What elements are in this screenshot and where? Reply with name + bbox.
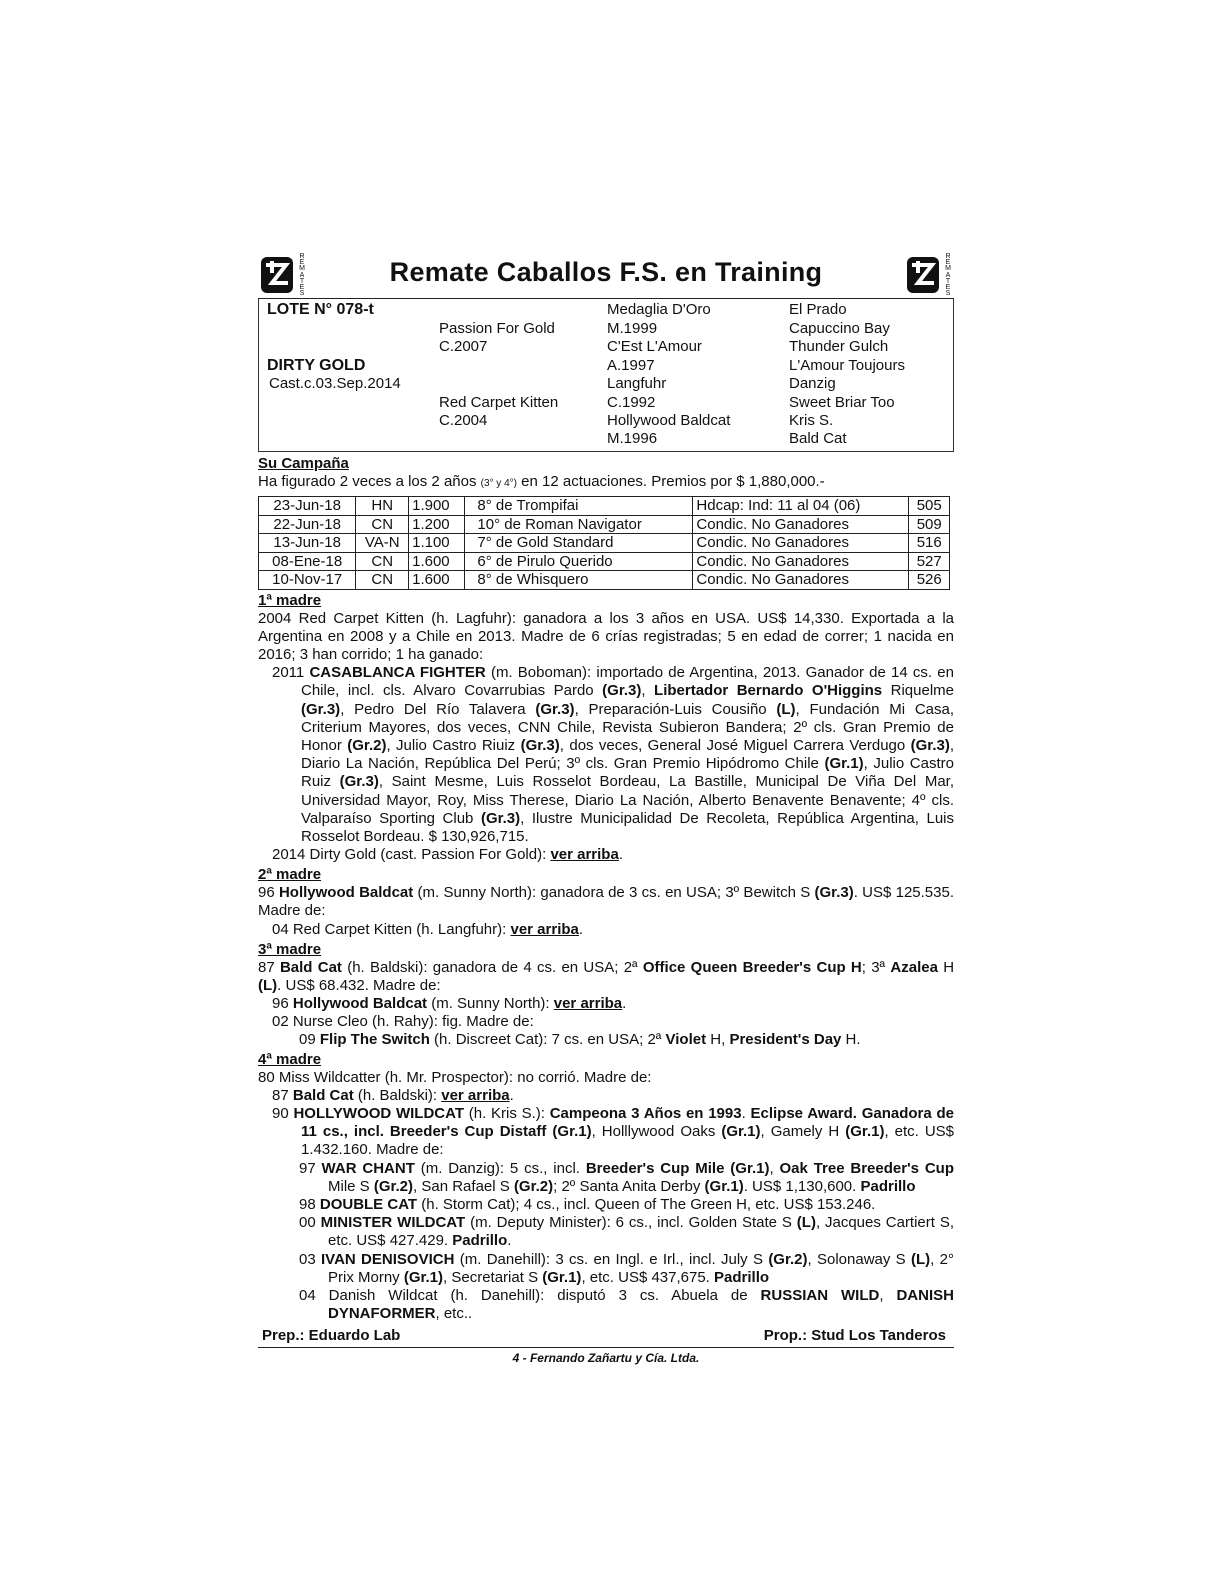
race-num: 516 — [909, 534, 950, 553]
page-title: Remate Caballos F.S. en Training — [389, 257, 823, 287]
race-race: Condic. No Ganadores — [693, 571, 909, 590]
race-dist: 1.900 — [409, 497, 465, 516]
race-row — [259, 534, 950, 553]
madre4-heading: 4ª madre — [258, 1050, 322, 1068]
sire-name: Passion For Gold — [439, 320, 555, 337]
race-date: 13-Jun-18 — [259, 534, 356, 553]
campana-summary: Ha figurado 2 veces a los 2 años (3° y 4°) en 12 actuaciones. Premios por $ 1,880,000.- — [258, 473, 825, 490]
dam-name: Red Carpet Kitten — [439, 394, 559, 411]
race-place: 8° de Trompifai — [465, 497, 693, 516]
race-race: Hdcap: Ind: 11 al 04 (06) — [693, 497, 909, 516]
race-place: 6° de Pirulo Querido — [465, 552, 693, 571]
race-dist: 1.600 — [409, 552, 465, 571]
madre1-offspring-casablanca: 2011 CASABLANCA FIGHTER (m. Boboman): importado de Argentina, 2013. Ganador de 14 cs. en Chile, incl. cls. Alvaro Covarrubias Pardo (Gr.3), Libertador Bernardo O'Higgins Riquelme (Gr.3), Pedro Del Río Talavera (Gr.3), Preparación-Luis Cousiño (L), Fundación Mi Casa, Criterium Mayores, dos veces, CNN Chile, Revista Subieron Bandera; 2º cls. Gran Premio de Honor (Gr.2), Julio Castro Riuiz (Gr.3), dos veces, General José Miguel Carrera Verdugo (Gr.3), Diario La Nación, República Del Perú; 3º cls. Gran Premio Hipódromo Chile (Gr.1), Julio Castro Ruiz (Gr.3), Saint Mesme, Luis Rosselot Bordeau, La Bastille, Municipal De Viña Del Mar, Universidad Mayor, Roy, Miss Therese, Diario La Nación, Alberto Benavente Benavente; 4º cls. Valparaíso Sporting Club (Gr.3), Ilustre Municipalidad De Recoleta, República Argentina, Luis Rosselot Bordeau. $ 130,926,715. — [272, 664, 955, 845]
ver-arriba-link[interactable]: ver arriba — [553, 994, 623, 1012]
race-dist: 1.600 — [409, 571, 465, 590]
race-place: 7° de Gold Standard — [465, 534, 693, 553]
race-track: CN — [356, 515, 409, 534]
race-date: 08-Ene-18 — [259, 552, 356, 571]
horse-name: DIRTY GOLD — [267, 357, 366, 374]
race-place: 8° de Whisquero — [465, 571, 693, 590]
race-date: 10-Nov-17 — [259, 571, 356, 590]
ancestor-6: Sweet Briar Too — [789, 394, 895, 411]
ver-arriba-link[interactable]: ver arriba — [550, 846, 619, 864]
dam-info: C.2004 — [439, 412, 488, 429]
race-track: CN — [356, 571, 409, 590]
race-row — [259, 515, 950, 534]
race-race: Condic. No Ganadores — [693, 534, 909, 553]
madre2-intro: 96 Hollywood Baldcat (m. Sunny North): ganadora de 3 cs. en USA; 3º Bewitch S (Gr.3). US$ 125.535. Madre de: — [258, 884, 954, 920]
grand-offspring-danish-wildcat: 04 Danish Wildcat (h. Danehill): disputó 3 cs. Abuela de RUSSIAN WILD, DANISH DYNAFORMER, etc.. — [299, 1286, 954, 1323]
race-dist: 1.200 — [409, 515, 465, 534]
race-num: 509 — [909, 515, 950, 534]
proprietor: Prop.: Stud Los Tanderos — [763, 1327, 946, 1345]
madre2-heading: 2ª madre — [258, 866, 322, 884]
madre3-heading: 3ª madre — [258, 940, 322, 958]
race-num: 527 — [909, 552, 950, 571]
granddam-2: Hollywood Baldcat — [607, 412, 731, 429]
ancestor-4: L'Amour Toujours — [789, 357, 905, 374]
ancestor-2: Capuccino Bay — [789, 320, 890, 337]
remates-logo-left — [260, 254, 308, 296]
race-place: 10° de Roman Navigator — [465, 515, 693, 534]
grandsire-2: Langfuhr — [607, 375, 667, 392]
madre3-intro: 87 Bald Cat (h. Baldski): ganadora de 4 cs. en USA; 2ª Office Queen Breeder's Cup H; 3ª Azalea H (L). US$ 68.432. Madre de: — [258, 958, 955, 994]
madre4-intro: 80 Miss Wildcatter (h. Mr. Prospector): no corrió. Madre de: — [258, 1068, 652, 1086]
granddam-2-info: M.1996 — [607, 430, 658, 447]
madre2-offspring: 04 Red Carpet Kitten (h. Langfuhr): ver arriba. — [272, 920, 584, 938]
granddam-1: C'Est L'Amour — [607, 338, 702, 355]
ancestor-8: Bald Cat — [789, 430, 847, 447]
pedigree-box — [258, 299, 954, 452]
ancestor-7: Kris S. — [789, 412, 834, 429]
lote-number: LOTE N° 078-t — [267, 301, 374, 318]
madre3-offspring-2: 02 Nurse Cleo (h. Rahy): fig. Madre de: — [272, 1012, 534, 1030]
race-track: HN — [356, 497, 409, 516]
race-date: 22-Jun-18 — [259, 515, 356, 534]
grandsire-2-info: C.1992 — [607, 394, 656, 411]
ver-arriba-link[interactable]: ver arriba — [441, 1086, 510, 1104]
page-footer — [258, 1325, 954, 1348]
ancestor-1: El Prado — [789, 301, 847, 318]
granddam-1-info: A.1997 — [607, 357, 655, 374]
ver-arriba-link[interactable]: ver arriba — [510, 920, 579, 938]
race-track: VA-N — [356, 534, 409, 553]
page-header — [258, 254, 954, 299]
madre3-grand-offspring: 09 Flip The Switch (h. Discreet Cat): 7 cs. en USA; 2ª Violet H, President's Day H. — [299, 1030, 861, 1048]
madre1-intro: 2004 Red Carpet Kitten (h. Lagfuhr): ganadora a los 3 años en USA. US$ 14,330. Exportada a la Argentina en 2008 y a Chile en 2013. Madre de 6 crías registradas; 5 en edad de correr; 1 nacida en 2016; 3 han corrido; 1 ha ganado: — [258, 609, 954, 663]
madre1-heading: 1ª madre — [258, 591, 322, 609]
race-race: Condic. No Ganadores — [693, 515, 909, 534]
madre4-offspring-1: 87 Bald Cat (h. Baldski): ver arriba. — [272, 1086, 514, 1104]
grand-offspring-war-chant: 97 WAR CHANT (m. Danzig): 5 cs., incl. Breeder's Cup Mile (Gr.1), Oak Tree Breeder's Cup Mile S (Gr.2), San Rafael S (Gr.2); 2º Santa Anita Derby (Gr.1). US$ 1,130,600. Padrillo — [299, 1159, 954, 1195]
catalog-page — [258, 254, 954, 1365]
race-dist: 1.100 — [409, 534, 465, 553]
madre1-offspring-dirtygold: 2014 Dirty Gold (cast. Passion For Gold): ver arriba. — [272, 846, 623, 864]
grandsire-1: Medaglia D'Oro — [607, 301, 711, 318]
ancestor-3: Thunder Gulch — [789, 338, 889, 355]
race-row — [259, 497, 950, 516]
race-table — [258, 496, 950, 590]
preparer: Prep.: Eduardo Lab — [262, 1327, 401, 1345]
grand-offspring-double-cat: 98 DOUBLE CAT (h. Storm Cat); 4 cs., incl. Queen of The Green H, etc. US$ 153.246. — [299, 1195, 876, 1213]
campana-heading: Su Campaña — [258, 455, 349, 472]
race-track: CN — [356, 552, 409, 571]
race-date: 23-Jun-18 — [259, 497, 356, 516]
ancestor-5: Danzig — [789, 375, 836, 392]
madre3-offspring-1: 96 Hollywood Baldcat (m. Sunny North): ver arriba. — [272, 994, 627, 1012]
grandsire-1-info: M.1999 — [607, 320, 658, 337]
grand-offspring-minister-wildcat: 00 MINISTER WILDCAT (m. Deputy Minister): 6 cs., incl. Golden State S (L), Jacques Cartiert S, etc. US$ 427.429. Padrillo. — [299, 1214, 955, 1250]
horse-info: Cast.c.03.Sep.2014 — [269, 375, 401, 392]
race-num: 526 — [909, 571, 950, 590]
page-number: 4 - Fernando Zañartu y Cía. Ltda. — [512, 1351, 700, 1366]
race-race: Condic. No Ganadores — [693, 552, 909, 571]
race-num: 505 — [909, 497, 950, 516]
remates-logo-right — [906, 254, 954, 296]
grand-offspring-ivan-denisovich: 03 IVAN DENISOVICH (m. Danehill): 3 cs. en Ingl. e Irl., incl. July S (Gr.2), Solonaway S (L), 2° Prix Morny (Gr.1), Secretariat S (Gr.1), etc. US$ 437,675. Padrillo — [299, 1250, 954, 1286]
sire-info: C.2007 — [439, 338, 488, 355]
logo-letters: R E M A T E S — [945, 253, 951, 298]
madre4-offspring-hollywood-wildcat: 90 HOLLYWOOD WILDCAT (h. Kris S.): Campeona 3 Años en 1993. Eclipse Award. Ganadora de 11 cs., incl. Breeder's Cup Distaff (Gr.1), Holllywood Oaks (Gr.1), Gamely H (Gr.1), etc. US$ 1.432.160. Madre de: — [272, 1104, 955, 1159]
logo-letters: R E M A T E S — [299, 253, 305, 298]
race-row — [259, 571, 950, 590]
race-row — [259, 552, 950, 571]
